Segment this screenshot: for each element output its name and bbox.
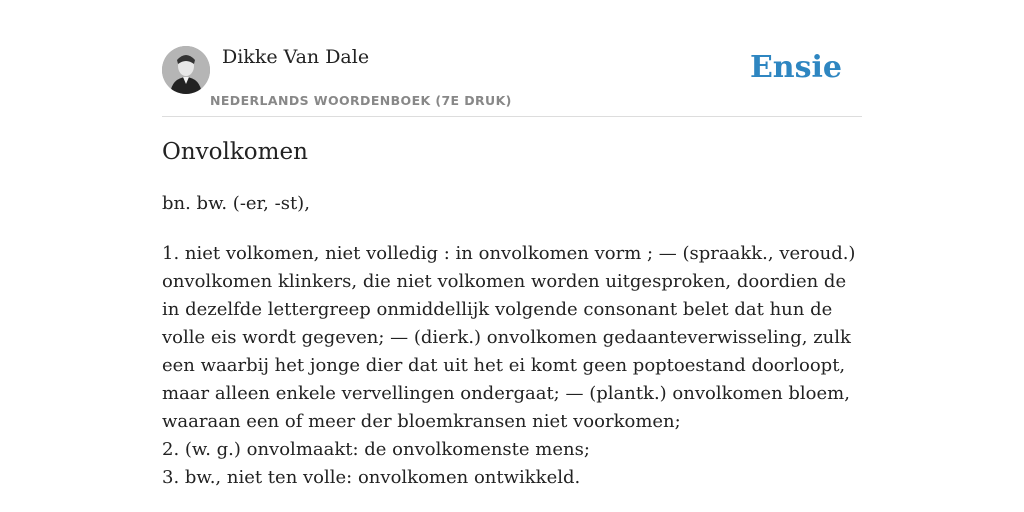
grammar-info: bn. bw. (-er, -st), xyxy=(162,193,310,214)
definition-2: 2. (w. g.) onvolmaakt: de onvolkomenste mens; xyxy=(162,439,590,460)
header xyxy=(162,44,862,117)
entry-title: Onvolkomen xyxy=(162,139,308,165)
definition-3: 3. bw., niet ten volle: onvolkomen ontwikkeld. xyxy=(162,467,581,488)
avatar[interactable] xyxy=(162,46,210,94)
brand-logo[interactable]: Ensie xyxy=(749,50,842,85)
author-name[interactable]: Dikke Van Dale xyxy=(222,46,370,68)
definitions xyxy=(162,240,862,492)
definition-1: 1. niet volkomen, niet volledig : in onvolkomen vorm ; — (spraakk., veroud.) onvolkomen klinkers, die niet volkomen worden uitgesproken, doordien de in dezelfde lettergreep onmiddellijk volgende consonant belet dat hun de volle eis wordt gegeven; — (dierk.) onvolkomen gedaanteverwisseling, zulk een waarbij het jonge dier dat uit het ei komt geen poptoestand doorloopt, maar alleen enkele vervellingen ondergaat; — (plantk.) onvolkomen bloem, waaraan een of meer der bloemkransen niet voorkomen; xyxy=(162,243,856,432)
portrait-icon xyxy=(162,46,210,94)
source-label[interactable]: NEDERLANDS WOORDENBOEK (7E DRUK) xyxy=(210,93,512,108)
